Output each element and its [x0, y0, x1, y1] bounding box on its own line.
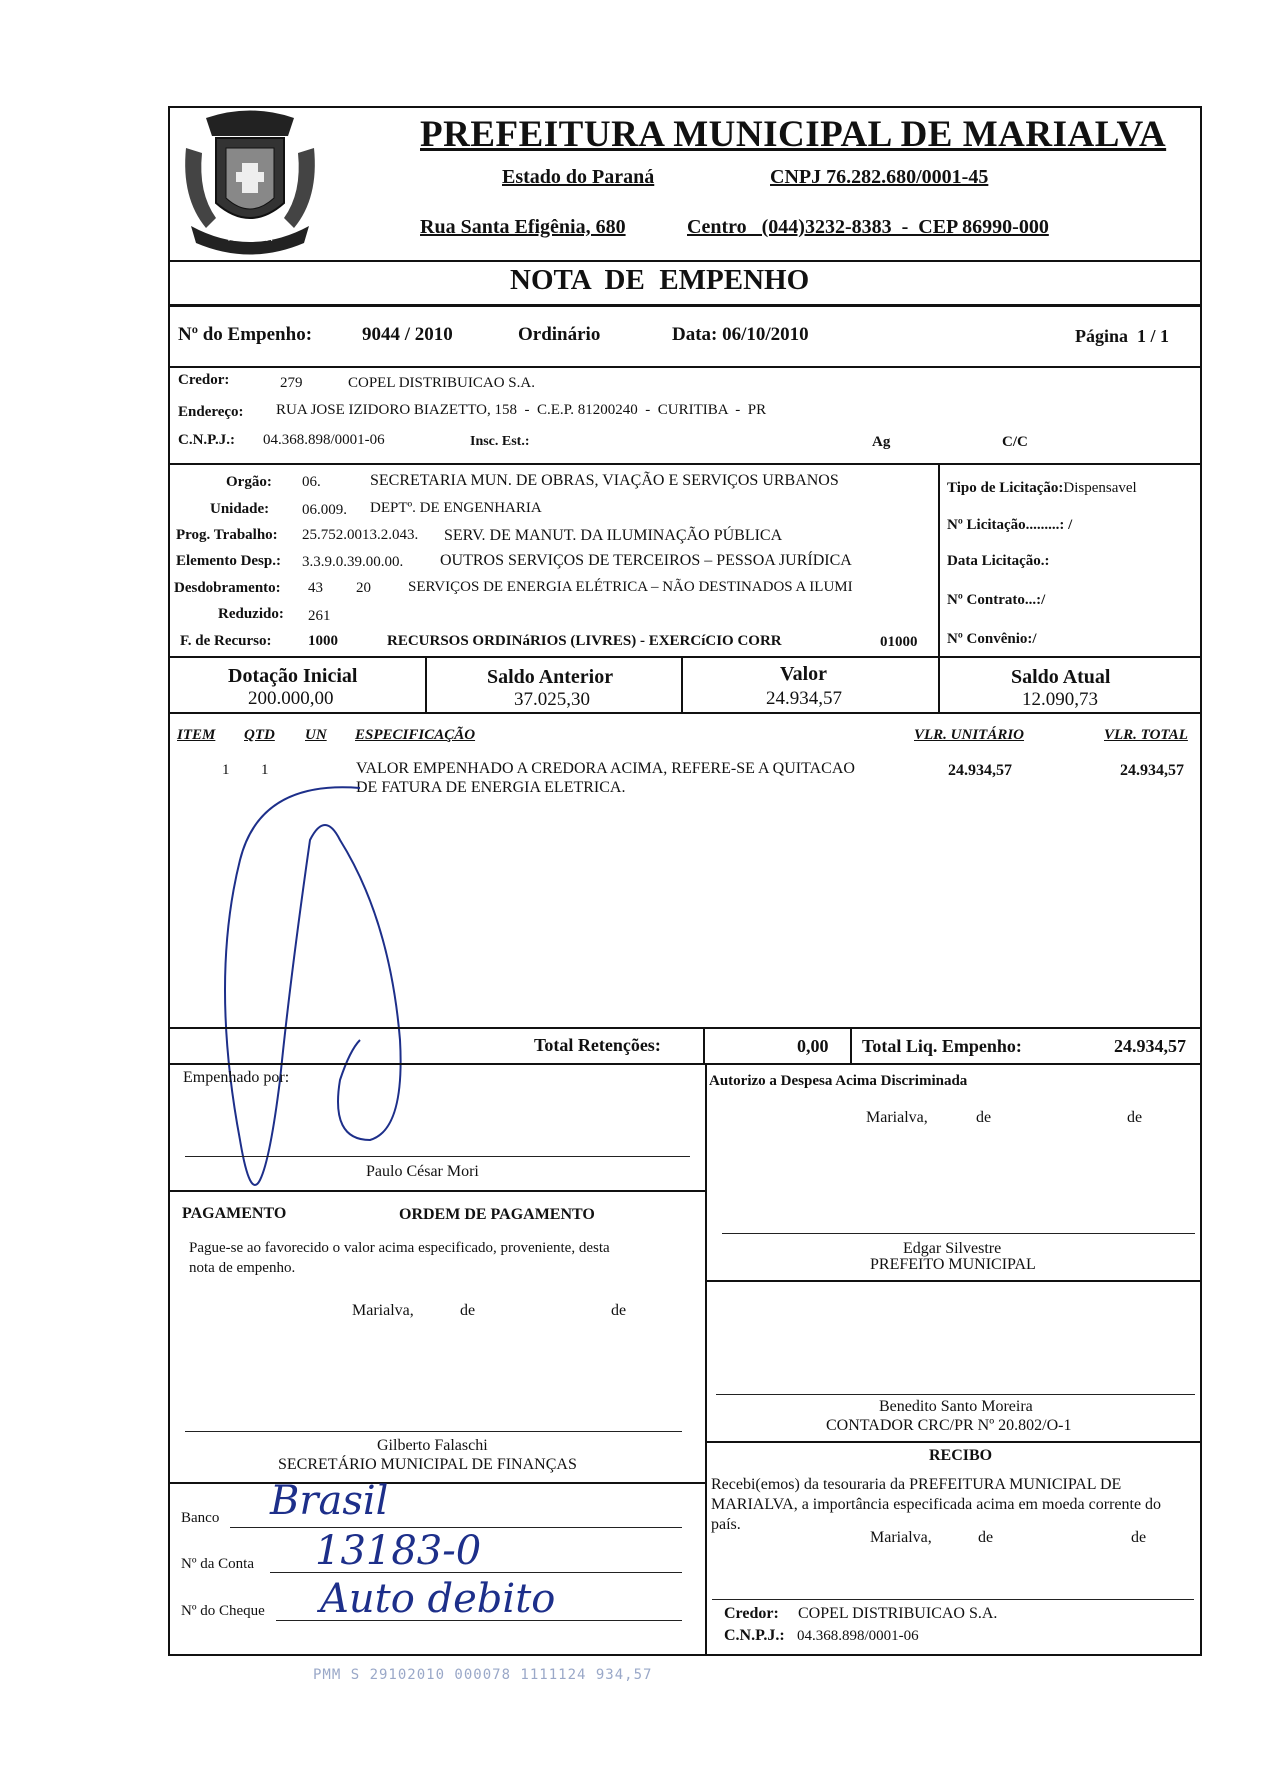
fonte-recurso-name: RECURSOS ORDINáRIOS (LIVRES) - EXERCíCIO CORR	[387, 633, 782, 649]
unidade-name: DEPTº. DE ENGENHARIA	[370, 500, 542, 516]
header-cnpj: CNPJ 76.282.680/0001-45	[770, 166, 989, 188]
col-item: ITEM	[177, 727, 216, 743]
dotacao-value: 200.000,00	[248, 688, 334, 709]
recibo-cnpj: 04.368.898/0001-06	[797, 1628, 919, 1644]
credor-label: Credor:	[178, 372, 230, 388]
insc-est-label: Insc. Est.:	[470, 434, 530, 449]
credor-code: 279	[280, 375, 303, 391]
item-qtd: 1	[261, 762, 269, 778]
total-liq-value: 24.934,57	[1114, 1036, 1186, 1056]
convenio-number: Nº Convênio:/	[947, 631, 1037, 647]
credor-address: RUA JOSE IZIDORO BIAZETTO, 158 - C.E.P. 81200240 - CURITIBA - PR	[276, 402, 767, 418]
ordem-pagamento-label: ORDEM DE PAGAMENTO	[399, 1206, 595, 1223]
tipo-licitacao-value: Dispensavel	[1063, 480, 1137, 496]
endereco-label: Endereço:	[178, 404, 244, 420]
recibo-de1: de	[978, 1529, 994, 1546]
recibo-text-line2: MARIALVA, a importância especificada acima em moeda corrente do	[711, 1496, 1162, 1513]
col-vlr-total: VLR. TOTAL	[1104, 727, 1188, 743]
autorizo-de1: de	[976, 1109, 992, 1126]
recibo-cnpj-label: C.N.P.J.:	[724, 1627, 785, 1644]
unidade-code: 06.009.	[302, 502, 347, 518]
item-vlr-unitario: 24.934,57	[948, 762, 1012, 779]
saldo-atual-label: Saldo Atual	[1011, 666, 1111, 688]
cheque-label: Nº do Cheque	[181, 1603, 265, 1619]
tipo-licitacao-label-text: Tipo de Licitação:	[947, 480, 1064, 496]
cheque-handwritten: Auto debito	[320, 1576, 556, 1622]
item-especificacao-line1: VALOR EMPENHADO A CREDORA ACIMA, REFERE-SE A QUITACAO	[356, 760, 855, 777]
desdobramento-name: SERVIÇOS DE ENERGIA ELÉTRICA – NÃO DESTINADOS A ILUMI	[408, 579, 853, 595]
prog-trabalho-label: Prog. Trabalho:	[176, 527, 278, 543]
total-liq-label: Total Liq. Empenho:	[862, 1036, 1022, 1056]
orgao-code: 06.	[302, 474, 321, 490]
saldo-anterior-label: Saldo Anterior	[487, 666, 614, 688]
autorizo-de2: de	[1127, 1109, 1143, 1126]
empenho-number-label: Nº do Empenho:	[178, 324, 313, 345]
col-qtd: QTD	[244, 727, 275, 743]
prefeito-name: Edgar Silvestre	[903, 1240, 1002, 1257]
tipo-licitacao-label	[947, 480, 1137, 497]
pagamento-de2: de	[611, 1302, 627, 1319]
conta-label: Nº da Conta	[181, 1556, 254, 1572]
reduzido-label: Reduzido:	[218, 606, 284, 622]
desdobramento-code1: 43	[308, 580, 323, 596]
pagamento-city: Marialva,	[352, 1302, 414, 1319]
recibo-text-line1: Recebi(emos) da tesouraria da PREFEITURA MUNICIPAL DE	[711, 1476, 1122, 1493]
orgao-label: Orgão:	[226, 474, 272, 490]
coat-of-arms-logo	[176, 108, 324, 258]
signature-scribble	[200, 780, 460, 1210]
licitacao-date: Data Licitação.:	[947, 553, 1050, 569]
financas-role: SECRETÁRIO MUNICIPAL DE FINANÇAS	[278, 1456, 577, 1473]
header-address-details: Centro (044)3232-8383 - CEP 86990-000	[687, 216, 1049, 238]
elemento-label: Elemento Desp.:	[176, 553, 281, 569]
item-vlr-total: 24.934,57	[1120, 762, 1184, 779]
contador-role: CONTADOR CRC/PR Nº 20.802/O-1	[826, 1417, 1072, 1434]
orgao-name: SECRETARIA MUN. DE OBRAS, VIAÇÃO E SERVIÇOS URBANOS	[370, 472, 839, 489]
desdobramento-code2: 20	[356, 580, 371, 596]
ag-label: Ag	[872, 434, 891, 450]
total-retencoes-value: 0,00	[797, 1036, 829, 1056]
saldo-atual-value: 12.090,73	[1022, 689, 1098, 710]
cnpj-label: C.N.P.J.:	[178, 432, 235, 448]
header-state: Estado do Paraná	[502, 166, 655, 188]
empenho-type: Ordinário	[518, 324, 601, 345]
svg-text:MARIALVA: MARIALVA	[227, 234, 273, 244]
reduzido-value: 261	[308, 608, 331, 624]
credor-cnpj: 04.368.898/0001-06	[263, 432, 385, 448]
autorizo-city: Marialva,	[866, 1109, 928, 1126]
recibo-credor-label: Credor:	[724, 1605, 779, 1622]
licitacao-number: Nº Licitação.........: /	[947, 517, 1073, 533]
header-address: Rua Santa Efigênia, 680	[420, 216, 626, 238]
unidade-label: Unidade:	[210, 501, 270, 517]
contrato-number: Nº Contrato...:/	[947, 592, 1046, 608]
document-title: NOTA DE EMPENHO	[510, 264, 810, 296]
page-number: Página 1 / 1	[1075, 326, 1170, 346]
conta-handwritten: 13183-0	[315, 1528, 482, 1574]
empenho-date: Data: 06/10/2010	[672, 324, 809, 345]
pagamento-de1: de	[460, 1302, 476, 1319]
autorizo-label: Autorizo a Despesa Acima Discriminada	[709, 1073, 968, 1089]
recibo-credor: COPEL DISTRIBUICAO S.A.	[798, 1605, 998, 1622]
header-title: PREFEITURA MUNICIPAL DE MARIALVA	[420, 114, 1167, 155]
valor-value: 24.934,57	[766, 688, 842, 709]
fonte-recurso-code2: 01000	[880, 634, 918, 650]
desdobramento-label: Desdobramento:	[174, 580, 281, 596]
prog-trabalho-name: SERV. DE MANUT. DA ILUMINAÇÃO PÚBLICA	[444, 527, 783, 544]
empenho-number: 9044 / 2010	[362, 324, 453, 345]
empenhado-por-label: Empenhado por:	[183, 1069, 290, 1086]
item-number: 1	[222, 762, 230, 778]
fonte-recurso-code: 1000	[308, 633, 338, 649]
col-especificacao: ESPECIFICAÇÃO	[355, 727, 476, 743]
prefeito-role: PREFEITO MUNICIPAL	[870, 1256, 1036, 1273]
contador-name: Benedito Santo Moreira	[879, 1398, 1033, 1415]
col-vlr-unitario: VLR. UNITÁRIO	[914, 727, 1025, 743]
col-un: UN	[305, 727, 327, 743]
item-especificacao-line2: DE FATURA DE ENERGIA ELETRICA.	[356, 779, 626, 796]
pagamento-text-line1: Pague-se ao favorecido o valor acima especificado, proveniente, desta	[189, 1240, 610, 1256]
banco-label: Banco	[181, 1510, 220, 1526]
elemento-name: OUTROS SERVIÇOS DE TERCEIROS – PESSOA JURÍDICA	[440, 552, 852, 569]
footer-stamp: PMM S 29102010 000078 1111124 934,57	[313, 1667, 653, 1683]
fonte-recurso-label: F. de Recurso:	[180, 633, 272, 649]
empenhado-por-name: Paulo César Mori	[366, 1163, 479, 1180]
credor-name: COPEL DISTRIBUICAO S.A.	[348, 375, 535, 391]
recibo-text-line3: país.	[711, 1516, 741, 1533]
recibo-label: RECIBO	[929, 1447, 993, 1464]
dotacao-label: Dotação Inicial	[228, 665, 358, 687]
cc-label: C/C	[1002, 434, 1028, 450]
pagamento-label: PAGAMENTO	[182, 1205, 287, 1222]
total-retencoes-label: Total Retenções:	[534, 1035, 661, 1055]
prog-trabalho-code: 25.752.0013.2.043.	[302, 527, 419, 543]
recibo-city: Marialva,	[870, 1529, 932, 1546]
elemento-code: 3.3.9.0.39.00.00.	[302, 554, 404, 570]
saldo-anterior-value: 37.025,30	[514, 689, 590, 710]
recibo-de2: de	[1131, 1529, 1147, 1546]
valor-label: Valor	[780, 663, 828, 685]
financas-name: Gilberto Falaschi	[377, 1437, 488, 1454]
pagamento-text-line2: nota de empenho.	[189, 1260, 296, 1276]
banco-handwritten: Brasil	[270, 1478, 389, 1524]
